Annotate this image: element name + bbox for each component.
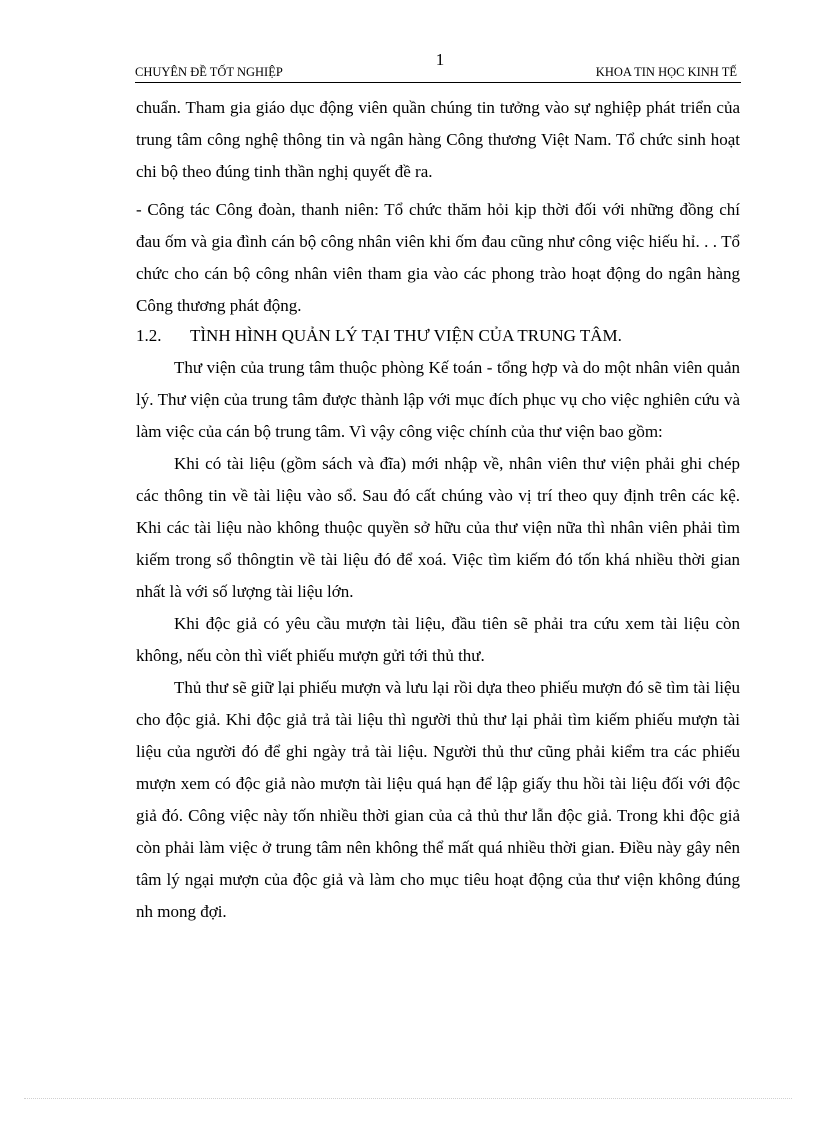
paragraph-borrow-request: Khi độc giả có yêu cầu mượn tài liệu, đầu tiên sẽ phải tra cứu xem tài liệu còn không, nếu còn thì viết phiếu mượn gửi tới thủ thư. bbox=[136, 614, 740, 665]
paragraph-library-intro: Thư viện của trung tâm thuộc phòng Kế toán - tổng hợp và do một nhân viên quản lý. Thư viện của trung tâm được thành lập với mục đích phục vụ cho việc nghiên cứu và làm việc của cán bộ trung tâm. Vì vậy công việc chính của thư viện bao gồm: bbox=[136, 358, 740, 441]
header-right-title: KHOA TIN HỌC KINH TẾ bbox=[595, 65, 737, 79]
page-header bbox=[135, 64, 741, 83]
document-body bbox=[136, 92, 740, 928]
page-number: 1 bbox=[435, 50, 445, 69]
paragraph-party-work: chuẩn. Tham gia giáo dục động viên quần chúng tin tưởng vào sự nghiệp phát triển của trung tâm công nghệ thông tin và ngân hàng Công thương Việt Nam. Tổ chức sinh hoạt chi bộ theo đúng tinh thần nghị quyết đề ra. bbox=[136, 98, 740, 181]
paragraph-librarian-process: Thủ thư sẽ giữ lại phiếu mượn và lưu lại rồi dựa theo phiếu mượn đó sẽ tìm tài liệu cho độc giả. Khi độc giả trả tài liệu thì người thủ thư lại phải tìm kiếm phiếu mượn tài liệu của người đó để ghi ngày trả tài liệu. Người thủ thư cũng phải kiểm tra các phiếu mượn xem có độc giả nào mượn tài liệu quá hạn để lập giấy thu hồi tài liệu đối với độc giả đó. Công việc này tốn nhiều thời gian của cả thủ thư lẫn độc giả. Trong khi độc giả còn phải làm việc ở trung tâm nên không thể mất quá nhiều thời gian. Điều này gây nên tâm lý ngại mượn của độc giả và làm cho mục tiêu hoạt động của thư viện không đúng nh mong đợi. bbox=[136, 678, 740, 921]
section-title: TÌNH HÌNH QUẢN LÝ TẠI THƯ VIỆN CỦA TRUNG TÂM. bbox=[190, 326, 622, 345]
paragraph-new-documents: Khi có tài liệu (gồm sách và đĩa) mới nhập về, nhân viên thư viện phải ghi chép các thông tin về tài liệu vào sổ. Sau đó cất chúng vào vị trí theo quy định trên các kệ. Khi các tài liệu nào không thuộc quyền sở hữu của thư viện nữa thì nhân viên phải tìm kiếm trong sổ thôngtin về tài liệu đó để xoá. Việc tìm kiếm đó tốn khá nhiều thời gian nhất là với số lượng tài liệu lớn. bbox=[136, 454, 740, 601]
section-heading bbox=[136, 322, 740, 350]
paragraph-union-work: - Công tác Công đoàn, thanh niên: Tổ chức thăm hỏi kịp thời đối với những đồng chí đau ốm và gia đình cán bộ công nhân viên khi ốm đau cũng như công việc hiếu hỉ. . . Tổ chức cho cán bộ công nhân viên tham gia vào các phong trào hoạt động do ngân hàng Công thương phát động. bbox=[136, 200, 740, 315]
bottom-dotted-rule bbox=[24, 1098, 792, 1099]
header-left-title: CHUYÊN ĐỀ TỐT NGHIỆP bbox=[135, 65, 283, 79]
section-number: 1.2. bbox=[136, 326, 162, 345]
